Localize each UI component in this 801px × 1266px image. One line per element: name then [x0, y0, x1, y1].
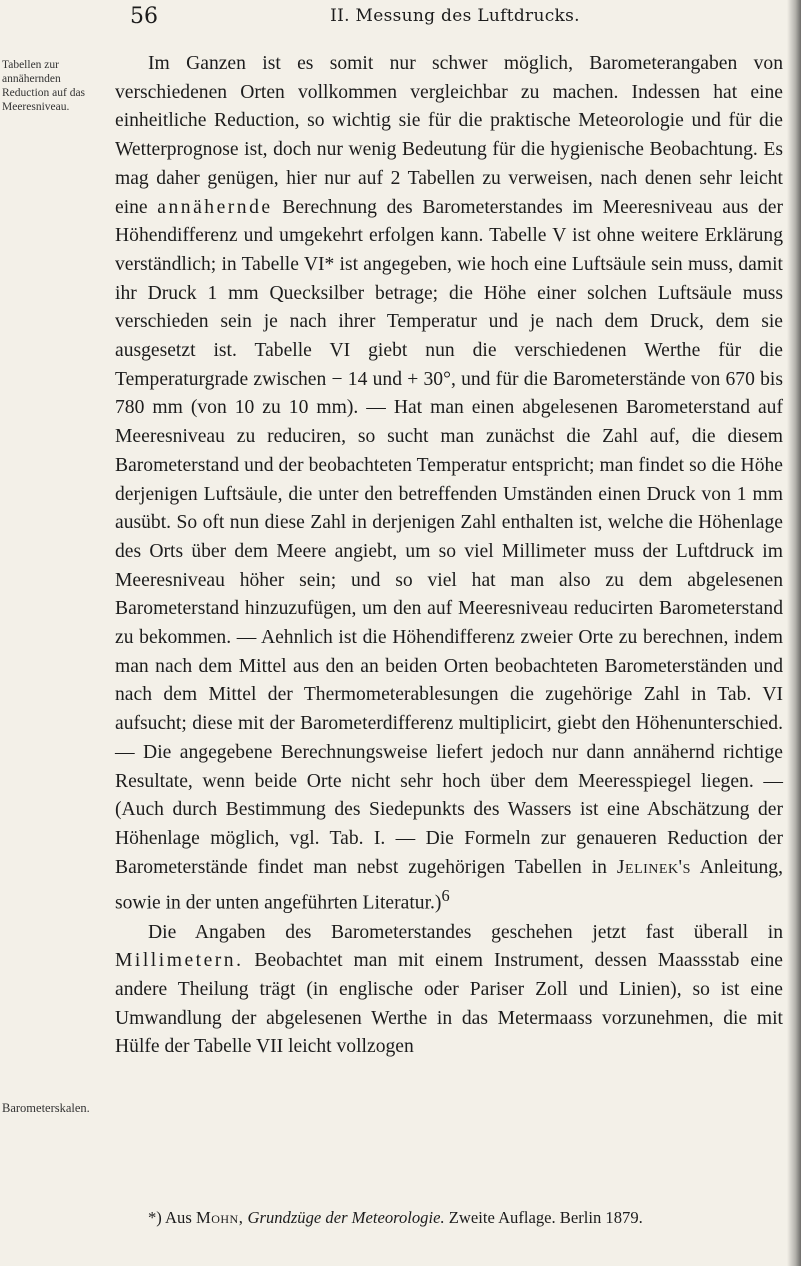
footnote [148, 1208, 788, 1228]
footnote-author: Mohn, [195, 1208, 244, 1227]
reference-number: 6 [441, 886, 450, 906]
footnote-title: Grundzüge der Meteorologie. [247, 1208, 445, 1227]
running-head: II. Messung des Luftdrucks. [330, 6, 580, 26]
spaced-emphasis: annähernde [157, 196, 273, 218]
text-run: Beobachtet man mit einem Instrument, dessen Maassstab eine andere Theilung trägt (in englische oder Pariser Zoll und Linien), so ist eine Umwandlung der abgelesenen Werthe in das Metermaass vorzunehmen, die mit Hülfe der Tabelle VII leicht vollzogen [115, 950, 783, 1058]
body-text [115, 50, 783, 1062]
footnote-marker: *) Aus [148, 1208, 192, 1227]
paragraph-2 [115, 919, 783, 1063]
page-header [130, 4, 780, 44]
margin-note-barometer-scales: Barometerskalen. [2, 1101, 90, 1115]
author-name: Jelinek's [616, 856, 691, 878]
page-number: 56 [130, 4, 158, 29]
footnote-edition: Zweite Auflage. Berlin 1879. [448, 1208, 643, 1227]
text-run: Im Ganzen ist es somit nur schwer möglich, Barometerangaben von verschiedenen Orten vollkommen vergleichbar zu machen. Indessen hat eine einheitliche Reduction, so wichtig sie für die praktische Meteorologie und für die Wetterprognose ist, doch nur wenig Bedeutung für die hygienische Beobachtung. Es mag daher genügen, hier nur auf 2 Tabellen zu verweisen, nach denen sehr leicht eine [115, 53, 783, 218]
paragraph-1 [115, 50, 783, 919]
text-run: Anleitung, sowie in der unten angeführten Literatur.) [115, 856, 783, 914]
margin-note-tables: Tabellen zur annähernden Reduction auf das Meeresniveau. [2, 59, 86, 113]
text-run: Die Angaben des Barometerstandes geschehen jetzt fast überall in [148, 921, 783, 943]
text-run: Berechnung des Barometerstandes im Meeresniveau aus der Höhendifferenz und umgekehrt erfolgen kann. Tabelle V ist ohne weitere Erklärung verständlich; in Tabelle VI* ist angegeben, wie hoch eine Luftsäule sein muss, damit ihr Druck 1 mm Quecksilber betrage; die Höhe einer solchen Luftsäule muss verschieden sein je nach ihrer Temperatur und je nach dem Druck, dem sie ausgesetzt ist. Tabelle VI giebt nun die verschiedenen Werthe für die Temperaturgrade zwischen − 14 und + 30°, und für die Barometerstände von 670 bis 780 mm (von 10 zu 10 mm). — Hat man einen abgelesenen Barometerstand auf Meeresniveau zu reduciren, so sucht man zunächst die Zahl auf, die diesem Barometerstand und der beobachteten Temperatur entspricht; man findet so die Höhe derjenigen Luftsäule, die unter den betreffenden Umständen einen Druck von 1 mm ausübt. So oft nun diese Zahl in derjenigen Zahl enthalten ist, welche die Höhenlage des Orts über dem Meere angiebt, um so viel Millimeter muss der Luftdruck im Meeresniveau höher sein; und so viel hat man also zu dem abgelesenen Barometerstand hinzuzufügen, um den auf Meeresniveau reducirten Barometerstand zu bekommen. — Aehnlich ist die Höhendifferenz zweier Orte zu berechnen, indem man nach dem Mittel aus den an beiden Orten beobachteten Barometerständen und nach dem Mittel der Thermometerablesungen die zugehörige Zahl in Tab. VI aufsucht; diese mit der Barometerdifferenz multiplicirt, giebt den Höhenunterschied. — Die angegebene Berechnungsweise liefert jedoch nur dann annähernd richtige Resultate, wenn beide Orte nicht sehr hoch über dem Meeresspiegel liegen. — (Auch durch Bestimmung des Siedepunkts des Wassers ist eine Abschätzung der Höhenlage möglich, vgl. Tab. I. — Die Formeln zur genaueren Reduction der Barometerstände findet man nebst zugehörigen Tabellen in [115, 196, 783, 878]
page-edge-shadow [787, 0, 801, 1266]
spaced-emphasis: Millimetern. [115, 950, 244, 972]
